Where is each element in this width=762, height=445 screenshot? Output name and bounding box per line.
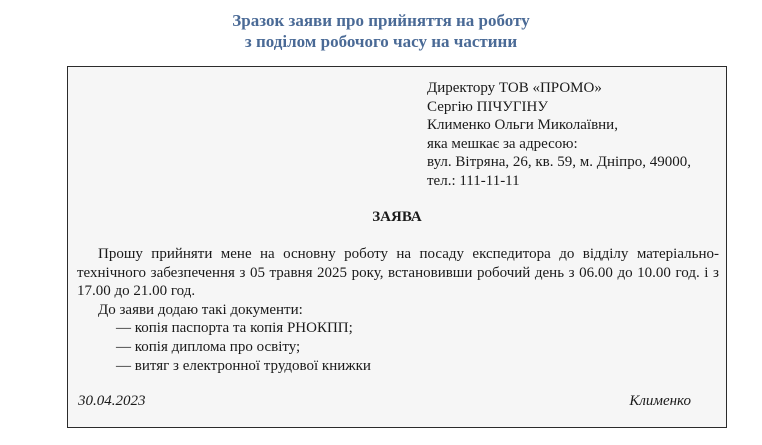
title-line-1: Зразок заяви про прийняття на роботу xyxy=(232,11,530,30)
addressee-line: тел.: 111-11-11 xyxy=(427,172,520,189)
attachment-item: — копія паспорта та копія РНОКПП; xyxy=(116,320,353,337)
addressee-block xyxy=(427,79,691,191)
document-date: 30.04.2023 xyxy=(78,393,146,409)
request-paragraph: Прошу прийняти мене на основну роботу на посаду експедитора до відділу матеріально-технічного забезпечення з 05 травня 2025 року, встановивши робочий день з 06.00 до 10.00 год. і з 17.00 до 21.00 год. xyxy=(77,246,719,300)
addressee-line: яка мешкає за адресою: xyxy=(427,135,578,152)
addressee-line: Сергію ПІЧУГІНУ xyxy=(427,98,548,115)
attachment-item: — витяг з електронної трудової книжки xyxy=(116,357,371,374)
page-title xyxy=(0,10,762,52)
addressee-line: вул. Вітряна, 26, кв. 59, м. Дніпро, 49000, xyxy=(427,154,691,171)
signature: Клименко xyxy=(629,393,691,409)
application-document xyxy=(67,66,727,428)
addressee-line: Директору ТОВ «ПРОМО» xyxy=(427,80,602,96)
document-heading: ЗАЯВА xyxy=(372,209,422,225)
document-body xyxy=(77,245,719,375)
attachments-intro: До заяви додаю такі документи: xyxy=(98,301,303,318)
addressee-line: Клименко Ольги Миколаївни, xyxy=(427,117,618,134)
title-line-2: з поділом робочого часу на частини xyxy=(244,32,518,51)
attachment-item: — копія диплома про освіту; xyxy=(116,338,301,355)
